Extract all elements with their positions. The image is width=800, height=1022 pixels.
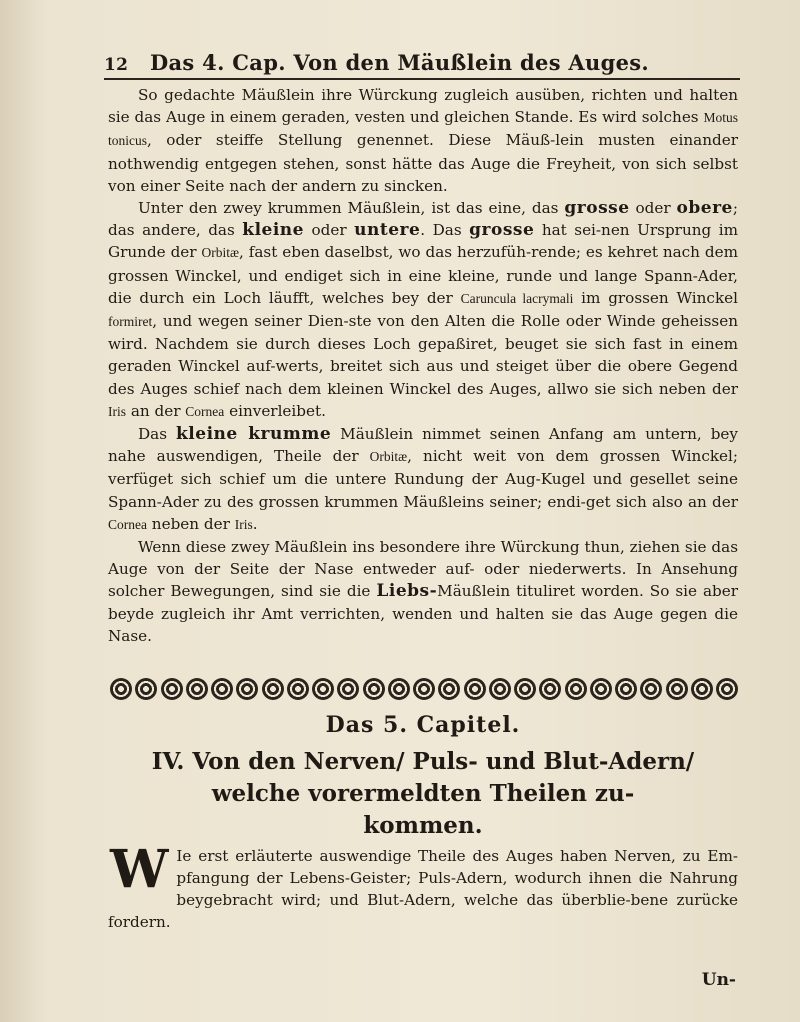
ornament-roundel	[438, 678, 460, 700]
ornament-roundel	[135, 678, 157, 700]
title-line-1: Von den Nerven/ Puls- und Blut-Adern/	[192, 748, 695, 775]
paragraph-2	[108, 197, 738, 423]
paragraph-1	[108, 84, 738, 197]
p3-latin-cornea: Cornea	[108, 516, 147, 532]
p3-emph: kleine krumme	[176, 424, 332, 445]
p3-mid2: , nicht weit von dem grossen Winckel; verfüget sich schief um die untere Rundung der Aug-Kugel und gesellet seine Spann-Ader zu des grossen krummen Mäußleins seiner; endi-get sich also an der	[108, 447, 738, 511]
ornament-roundel	[110, 678, 132, 700]
ornament-roundel	[666, 678, 688, 700]
p2-emph-grosse: grosse	[564, 198, 630, 219]
catchword: Un-	[701, 970, 736, 990]
chapter-title	[108, 746, 738, 842]
p2-mid5: hat sei-nen Ursprung im Grunde der	[108, 221, 738, 262]
p2-mid6: , fast eben daselbst, wo das herzufüh-rende; es kehret nach dem grossen Winckel, und endiget sich in eine kleine, runde und lange Spann-Ader, die durch ein Loch läufft, welches bey der	[108, 243, 738, 307]
ornament-roundel	[211, 678, 233, 700]
section-paragraph: Ie erst erläuterte auswendige Theile des Auges haben Nerven, zu Em-pfangung der Lebens-Geister; Puls-Adern, wodurch ihnen die Nahrung beygebracht wird; und Blut-Adern, welche das überblie-bene zurücke fordern.	[108, 847, 738, 931]
ornament-roundel	[514, 678, 536, 700]
p2-end: , und wegen seiner Dien-ste von den Alten die Rolle oder Winde geheissen wird. Nachdem sie durch dieses Loch gepaßiret, beuget sie sich fast in einem geraden Winckel auf-werts, breitet sich aus und steiget über die obere Gegend des Auges schief nach dem kleinen Winckel des Auges, allwo sie sich neben der	[108, 312, 738, 398]
ornament-roundel	[691, 678, 713, 700]
p3-mid3: neben der	[146, 514, 235, 533]
p2-latin-formiret: formiret	[108, 314, 153, 330]
ornament-roundel	[464, 678, 486, 700]
p2-emph-untere: untere	[354, 220, 421, 241]
p2-latin-cornea: Cornea	[185, 403, 225, 419]
title-line-2: welche vorermeldten Theilen zu-	[211, 780, 635, 807]
drop-cap: W	[110, 839, 169, 900]
p2-mid4: . Das	[420, 221, 470, 240]
ornament-roundel	[489, 678, 511, 700]
p4-end: Mäußlein tituliret worden. So sie aber beyde zugleich ihr Amt verrichten, wenden und halten sie das Auge gegen die Nase.	[108, 582, 738, 645]
ornament-roundel	[236, 678, 258, 700]
p3-latin-orbitae: Orbitæ	[369, 449, 408, 465]
p1-cont: , oder steiffe Stellung genennet. Diese Mäuß-lein musten einander nothwendig entgegen stehen, sonst hätte das Auge die Freyheit, von sich selbst von einer Seite nach der andern zu sincken.	[108, 131, 738, 195]
p2-mid7: im grossen Winckel	[573, 288, 738, 307]
page-number: 12	[104, 55, 129, 75]
ornament-roundel	[615, 678, 637, 700]
paragraph-3	[108, 423, 738, 536]
p4-start: Wenn diese zwey Mäußlein ins besondere ihre Würckung thun, ziehen sie das Auge von der Seite der Nase entweder auf- oder niederwerts. In Ansehung solcher Bewegungen, sind sie die	[108, 538, 738, 601]
ornament-roundel	[161, 678, 183, 700]
ornament-roundel	[565, 678, 587, 700]
p4-emph: Liebs-	[376, 581, 438, 602]
decorative-border	[110, 675, 738, 703]
p2-mid8: an der	[126, 401, 186, 420]
ornament-roundel	[413, 678, 435, 700]
p2-start: Unter den zwey krummen Mäußlein, ist das eine, das	[138, 199, 565, 218]
ornament-roundel	[337, 678, 359, 700]
ornament-roundel	[363, 678, 385, 700]
p3-end: .	[252, 514, 258, 533]
ornament-roundel	[287, 678, 309, 700]
running-title: Das 4. Cap. Von den Mäußlein des Auges.	[150, 50, 649, 75]
p3-start: Das	[138, 425, 177, 444]
p2-tail: einverleibet.	[224, 401, 326, 420]
chapter-heading: Das 5. Capitel.	[325, 712, 521, 738]
ornament-roundel	[186, 678, 208, 700]
paragraph-4	[108, 536, 738, 647]
ornament-roundel	[388, 678, 410, 700]
p2-mid3: oder	[303, 221, 355, 240]
ornament-roundel	[262, 678, 284, 700]
ornament-roundel	[590, 678, 612, 700]
p3-mid1: Mäußlein nimmet seinen Anfang am untern, bey nahe auswendigen, Theile der	[108, 425, 738, 466]
header-rule	[104, 78, 740, 80]
section-body	[108, 839, 738, 933]
p2-latin-orbitae: Orbitæ	[201, 245, 239, 261]
title-line-3: kommen.	[363, 812, 483, 839]
p2-emph-obere: obere	[676, 198, 733, 219]
body-text	[108, 84, 738, 647]
p2-emph-kleine: kleine	[242, 220, 304, 241]
section-number: IV.	[151, 748, 185, 775]
p2-emph-grosse-2: grosse	[469, 220, 535, 241]
p1-latin: Motus tonicus	[108, 110, 738, 149]
p3-latin-iris: Iris	[234, 516, 253, 532]
ornament-roundel	[640, 678, 662, 700]
ornament-roundel	[716, 678, 738, 700]
ornament-roundel	[312, 678, 334, 700]
p2-latin-iris: Iris	[108, 403, 126, 419]
p2-mid2: ; das andere, das	[108, 199, 738, 240]
p2-latin-caruncula: Caruncula lacrymali	[460, 290, 574, 306]
ornament-roundel	[539, 678, 561, 700]
p1-text: So gedachte Mäußlein ihre Würckung zugleich ausüben, richten und halten sie das Auge in einem geraden, vesten und gleichen Stande. Es wird solches	[108, 86, 738, 127]
p2-mid1: oder	[629, 199, 677, 218]
running-head	[104, 50, 736, 75]
